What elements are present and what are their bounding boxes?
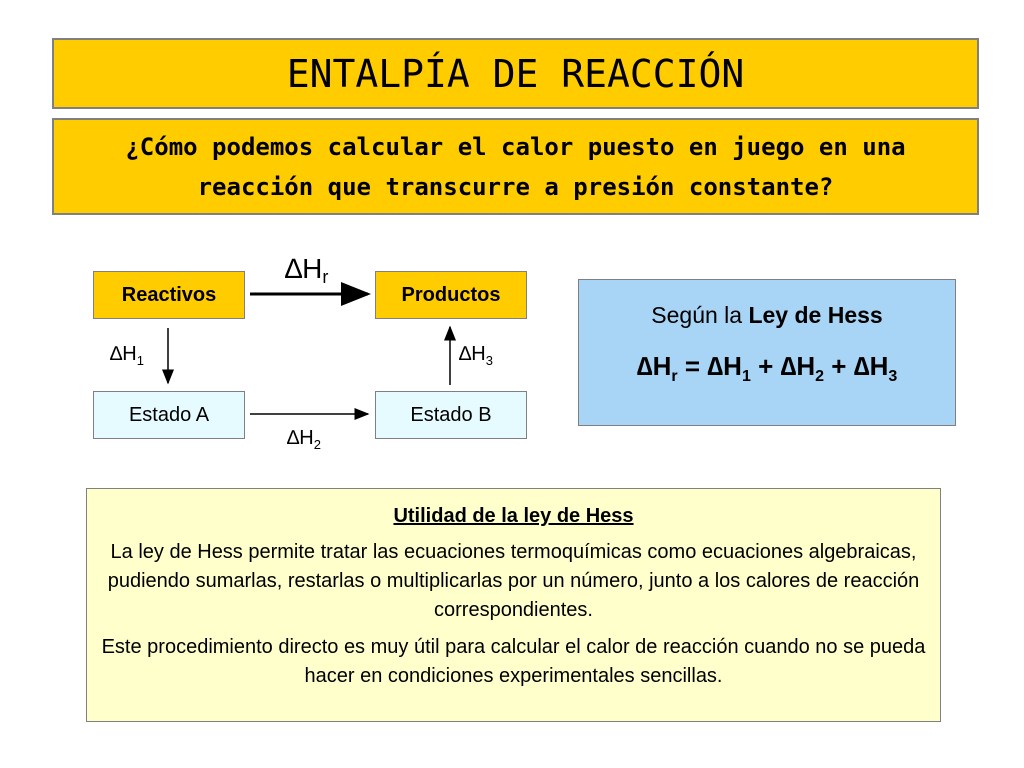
- utility-title: Utilidad de la ley de Hess: [393, 505, 634, 527]
- delta-h-1-label: $\Delta H_1$: [110, 343, 144, 368]
- hess-equation: $\Delta H_r = \Delta H_1 + \Delta H_2 + \Delta H_3$: [636, 351, 898, 385]
- reactivos-box: Reactivos: [93, 271, 245, 319]
- estado-b-box: Estado B: [375, 391, 527, 439]
- utility-box: [86, 488, 941, 722]
- utility-paragraph-1: La ley de Hess permite tratar las ecuaciones termoquímicas como ecuaciones algebraicas, pudiendo sumarlas, restarlas o multiplicarlas por un número, junto a los calores de reacción correspondientes.: [107, 541, 920, 621]
- hess-law-caption: Según la Ley de Hess: [651, 302, 883, 328]
- estado-a-box: Estado A: [93, 391, 245, 439]
- slide-title: ENTALPÍA DE REACCIÓN: [52, 38, 979, 109]
- delta-h-3-label: $\Delta H_3$: [459, 343, 493, 368]
- hess-law-box: [578, 279, 956, 426]
- question-banner: ¿Cómo podemos calcular el calor puesto en juego en una reacción que transcurre a presión constante?: [52, 118, 979, 215]
- productos-box: Productos: [375, 271, 527, 319]
- delta-h-r-label: $\Delta H_r$: [285, 253, 329, 287]
- delta-h-2-label: $\Delta H_2$: [287, 427, 321, 452]
- utility-paragraph-2: Este procedimiento directo es muy útil para calcular el calor de reacción cuando no se pueda hacer en condiciones experimentales sencillas.: [101, 636, 926, 687]
